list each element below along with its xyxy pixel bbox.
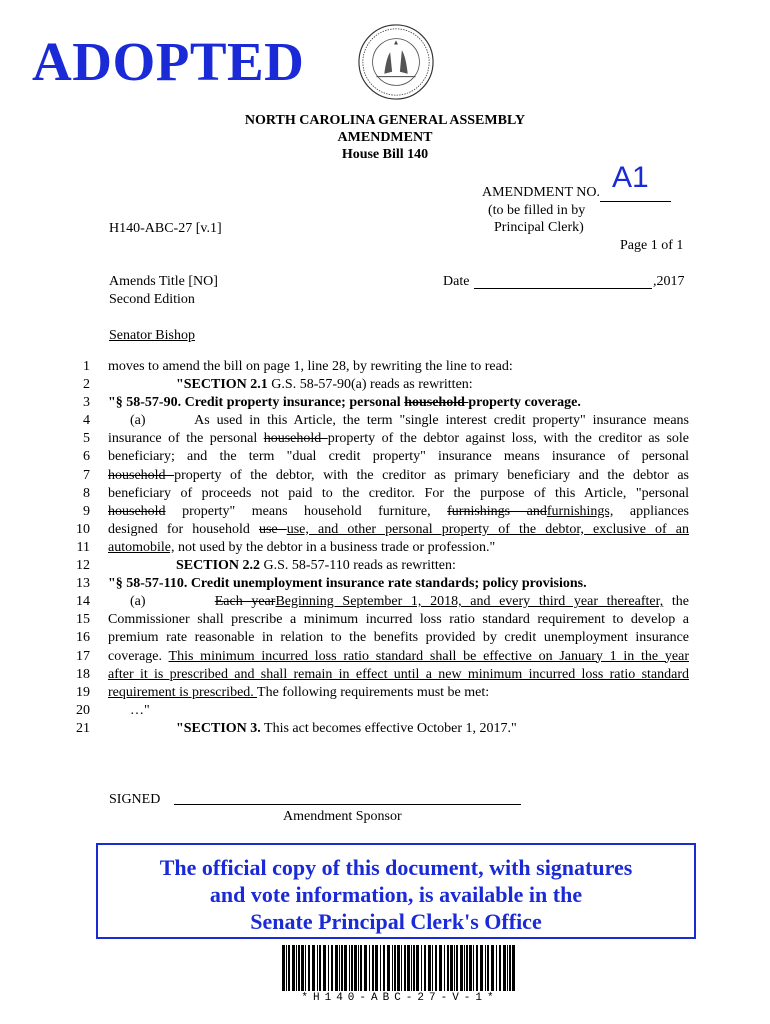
barcode-bar (328, 945, 329, 991)
section-heading: "§ 58-57-90. Credit property insurance; personal household property coverage. (108, 395, 581, 411)
text-line: automobile, not used by the debtor in a business trade or profession." (108, 539, 496, 555)
text-line: designed for household use use, and other personal property of the debtor, exclusive of an (108, 521, 689, 537)
text-line: household property of the debtor, with the creditor as primary beneficiary and the debtor as (108, 467, 689, 483)
barcode-bar (503, 945, 506, 991)
page-indicator: Page 1 of 1 (620, 238, 684, 253)
signed-label: SIGNED (109, 792, 161, 807)
barcode-bar (349, 945, 350, 991)
date-year: ,2017 (653, 274, 685, 289)
text-line: "SECTION 2.1 G.S. 58-57-90(a) reads as rewritten: (176, 377, 473, 393)
barcode-bar (360, 945, 362, 991)
bill-code: H140-ABC-27 [v.1] (109, 221, 222, 236)
notice-line: and vote information, is available in the (209, 882, 583, 907)
text-line: beneficiary of proceeds not paid to the creditor. For the purpose of this Article, "personal (108, 485, 689, 501)
line-number: 20 (76, 702, 90, 718)
barcode-bar (466, 945, 468, 991)
line-number: 19 (76, 684, 90, 700)
signature-line (174, 804, 521, 805)
barcode-bar (401, 945, 402, 991)
signature-caption: Amendment Sponsor (283, 809, 402, 824)
barcode-bar (308, 945, 310, 991)
barcode-bar (312, 945, 315, 991)
barcode-bar (380, 945, 381, 991)
line-number: 21 (76, 720, 90, 736)
barcode-bar (397, 945, 400, 991)
barcode-bar (407, 945, 410, 991)
barcode-bar (282, 945, 285, 991)
barcode-bar (387, 945, 390, 991)
text-line: SECTION 2.2 G.S. 58-57-110 reads as rewritten: (176, 558, 456, 574)
bill-number: House Bill 140 (341, 147, 429, 162)
line-number: 9 (83, 503, 90, 519)
barcode-bar (413, 945, 415, 991)
barcode-bar (428, 945, 431, 991)
text-line: household property" means household furniture, furnishings andfurnishings, appliances (108, 503, 689, 519)
barcode-bar (331, 945, 333, 991)
line-number: 3 (83, 395, 90, 411)
barcode-bar (383, 945, 385, 991)
line-number: 1 (83, 359, 90, 374)
barcode-bar (394, 945, 396, 991)
line-number: 17 (76, 648, 90, 664)
barcode-bar (335, 945, 338, 991)
barcode-bar (485, 945, 486, 991)
barcode-bar (286, 945, 287, 991)
barcode-bar (369, 945, 370, 991)
barcode-bar (491, 945, 494, 991)
adopted-stamp: ADOPTED (32, 31, 305, 92)
barcode-bar (339, 945, 340, 991)
line-number: 5 (83, 431, 90, 447)
barcode-bar (444, 945, 445, 991)
line-number: 14 (76, 594, 90, 610)
barcode-bar (301, 945, 304, 991)
barcode-bar (372, 945, 374, 991)
text-line: insurance of the personal household property of the debtor against loss, with the creditor as sole (108, 431, 689, 447)
filled-by-note: (to be filled in by (488, 203, 586, 218)
barcode-bar (460, 945, 463, 991)
barcode-bar (375, 945, 378, 991)
barcode-bar (499, 945, 501, 991)
barcode-bar (296, 945, 297, 991)
text-line: after it is prescribed and shall remain in effect until a new minimum incurred loss ratio standard (108, 666, 689, 682)
barcode-bar (317, 945, 318, 991)
barcode-bar (439, 945, 442, 991)
barcode-bar (323, 945, 326, 991)
text-line: (a) Each yearBeginning September 1, 2018, and every third year thereafter, the (130, 594, 689, 610)
barcode-bar (435, 945, 437, 991)
barcode-bar (319, 945, 321, 991)
barcode-bar (298, 945, 300, 991)
line-numbers (64, 358, 90, 738)
barcode-bar (476, 945, 478, 991)
amendment-body (108, 358, 689, 738)
line-number: 15 (76, 612, 90, 628)
barcode-bar (469, 945, 472, 991)
text-line: …" (130, 702, 150, 718)
section-heading: "§ 58-57-110. Credit unemployment insurance rate standards; policy provisions. (108, 576, 587, 592)
barcode-bar (473, 945, 474, 991)
barcode-bar (411, 945, 412, 991)
text-line: coverage. This minimum incurred loss ratio standard shall be effective on January 1 in the year (108, 648, 689, 664)
barcode-bar (447, 945, 449, 991)
barcode-bar (464, 945, 465, 991)
notice-line: Senate Principal Clerk's Office (250, 909, 542, 934)
barcode-bar (305, 945, 306, 991)
barcode-bar (341, 945, 343, 991)
barcode-bar (509, 945, 511, 991)
barcode-bar (454, 945, 455, 991)
barcode (282, 945, 518, 991)
line-number: 10 (76, 521, 90, 537)
text-line: requirement is prescribed. The following requirements must be met: (108, 684, 490, 700)
barcode-bar (496, 945, 497, 991)
barcode-bar (512, 945, 515, 991)
barcode-bar (404, 945, 406, 991)
text-line: premium rate reasonable in relation to the benefits provided by credit unemployment insurance (108, 630, 689, 646)
line-number: 18 (76, 666, 90, 682)
barcode-text: *H140-ABC-27-V-1* (301, 992, 499, 1004)
barcode-bar (288, 945, 290, 991)
date-label: Date (443, 274, 470, 289)
date-field (474, 288, 652, 289)
text-line: Commissioner shall prescribe a minimum incurred loss ratio standard requirement to develop a (108, 612, 689, 628)
line-number: 2 (83, 377, 90, 393)
assembly-title: NORTH CAROLINA GENERAL ASSEMBLY (244, 113, 526, 128)
line-number: 4 (83, 413, 90, 429)
amends-title: Amends Title [NO] (109, 274, 218, 289)
barcode-bar (456, 945, 458, 991)
barcode-bar (424, 945, 426, 991)
sponsor-name: Senator Bishop (109, 328, 195, 343)
edition: Second Edition (109, 292, 195, 307)
barcode-bar (487, 945, 489, 991)
line-number: 16 (76, 630, 90, 646)
barcode-bar (358, 945, 359, 991)
barcode-bar (292, 945, 295, 991)
line-number: 7 (83, 467, 90, 483)
barcode-bar (421, 945, 422, 991)
barcode-bar (432, 945, 433, 991)
line-number: 12 (76, 558, 90, 574)
barcode-bar (392, 945, 393, 991)
state-seal-icon (357, 23, 435, 101)
barcode-bar (344, 945, 347, 991)
amendment-no-label: AMENDMENT NO. (482, 184, 671, 202)
filled-by-note-2: Principal Clerk) (494, 220, 584, 235)
barcode-bar (351, 945, 353, 991)
text-line: beneficiary; and the term "dual credit property" insurance means insurance of personal (108, 449, 689, 465)
text-line: "SECTION 3. This act becomes effective October 1, 2017." (176, 720, 517, 736)
line-number: 6 (83, 449, 90, 465)
text-line: (a) As used in this Article, the term "single interest credit property" insurance means (130, 413, 689, 429)
text-line: moves to amend the bill on page 1, line 28, by rewriting the line to read: (108, 359, 513, 374)
barcode-bar (450, 945, 453, 991)
notice-line: The official copy of this document, with signatures (159, 855, 633, 880)
barcode-bar (416, 945, 419, 991)
barcode-bar (480, 945, 483, 991)
line-number: 13 (76, 576, 90, 592)
line-number: 8 (83, 485, 90, 501)
barcode-bar (507, 945, 508, 991)
official-copy-notice (96, 843, 696, 939)
barcode-bar (354, 945, 357, 991)
amendment-heading: AMENDMENT (337, 130, 433, 145)
amendment-number: A1 (612, 161, 649, 194)
line-number: 11 (76, 539, 90, 555)
barcode-bar (364, 945, 367, 991)
